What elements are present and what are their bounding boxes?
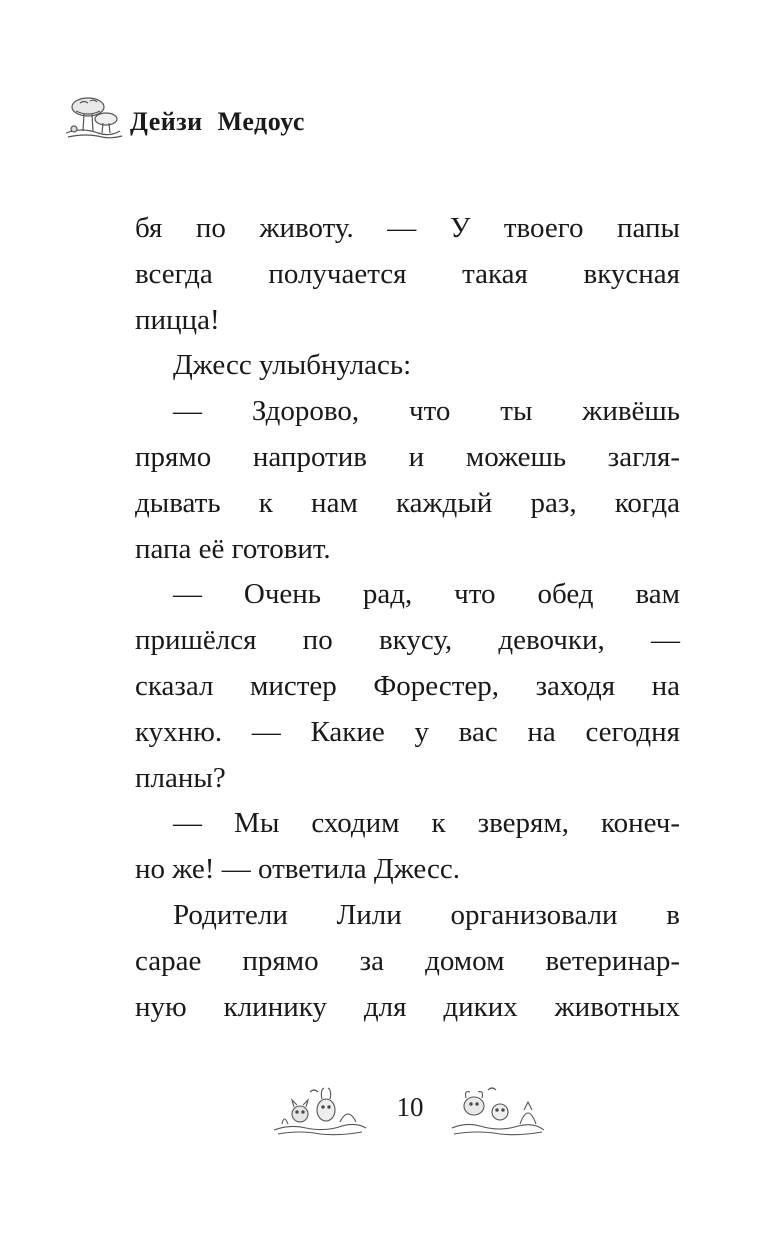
text-line: прямо напротив и можешь загля-	[135, 440, 680, 473]
text-line: папа её готовит.	[135, 532, 331, 565]
text-line: пицца!	[135, 303, 220, 336]
text-line: пришёлся по вкусу, девочки, —	[135, 624, 680, 657]
text-line: — Здорово, что ты живёшь	[173, 395, 680, 428]
text-line: сказал мистер Форестер, заходя на	[135, 669, 680, 702]
text-line: — Мы сходим к зверям, конеч-	[173, 807, 680, 840]
running-header	[62, 88, 305, 148]
text-line: но же! — ответила Джесс.	[135, 853, 460, 886]
text-line: Джесс улыбнулась:	[173, 349, 412, 382]
book-author-title: Дейзи Медоус	[130, 107, 305, 136]
page-footer	[0, 1078, 768, 1148]
woodland-animals-illustration-icon	[270, 1080, 370, 1140]
text-line: ную клинику для диких животных	[135, 990, 680, 1023]
text-line: всегда получается такая вкусная	[135, 257, 680, 290]
text-line: бя по животу. — У твоего папы	[135, 212, 680, 244]
page-text	[135, 206, 680, 1030]
page-number: 10	[396, 1092, 424, 1122]
text-line: — Очень рад, что обед вам	[173, 578, 680, 611]
mushroom-illustration-icon	[62, 93, 124, 143]
text-line: планы?	[135, 761, 226, 794]
text-line: сарае прямо за домом ветеринар-	[135, 944, 680, 977]
woodland-animals-illustration-icon	[448, 1080, 548, 1140]
text-line: Родители Лили организовали в	[173, 898, 680, 931]
text-line: кухню. — Какие у вас на сегодня	[135, 715, 680, 748]
text-line: дывать к нам каждый раз, когда	[135, 486, 680, 519]
